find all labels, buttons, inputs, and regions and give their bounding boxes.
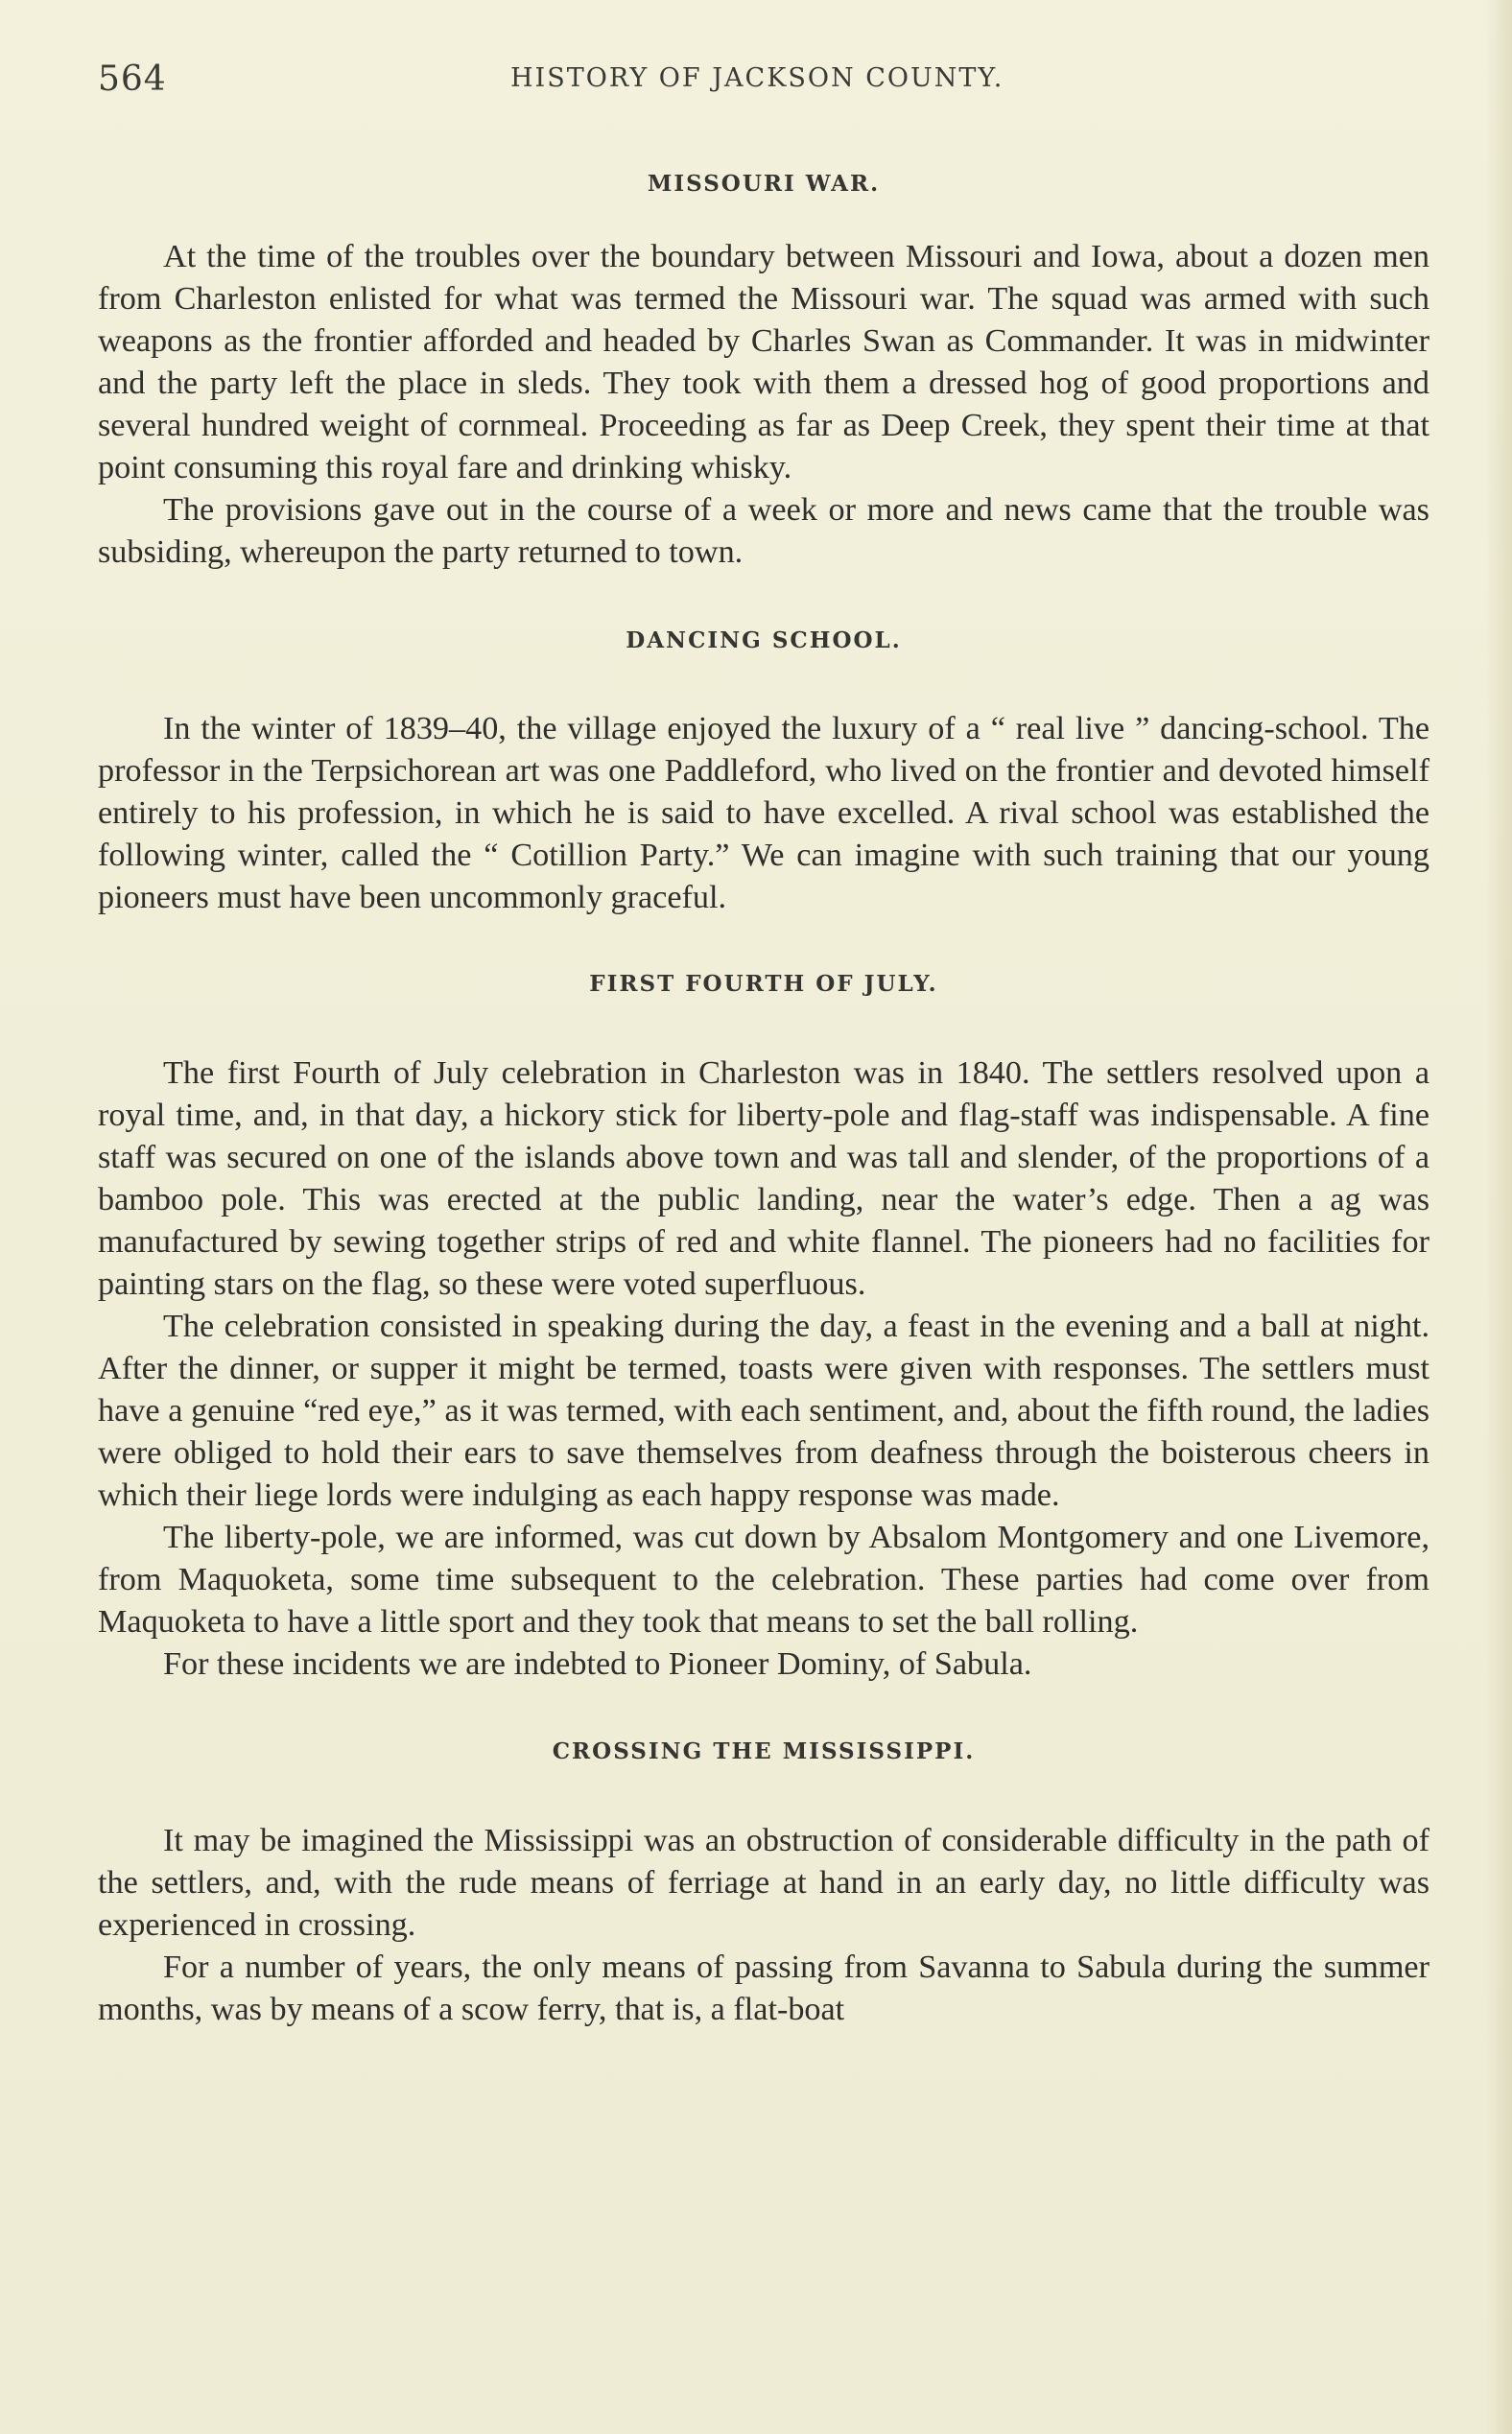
paragraph: In the winter of 1839–40, the village enjoyed the luxury of a “ real live ” dancing-school. The professor in the Terpsichorean art was one Paddleford, who lived on the frontier and devoted himself entirely to his profession, in which he is said to have excelled. A rival school was established the following winter, called the “ Cotillion Party.” We can imagine with such training that our young pioneers must have been uncommonly graceful.	[98, 711, 1429, 915]
section-title-missouri-war: MISSOURI WAR.	[647, 171, 881, 197]
paragraph: The first Fourth of July celebration in Charleston was in 1840. The settlers resolved upon a royal time, and, in that day, a hickory stick for liberty-pole and flag-staff was indispensable. A fine staff was secured on one of the islands above town and was tall and slender, of the proportions of a bamboo pole. This was erected at the public landing, near the water’s edge. Then a ag was manufactured by sewing together strips of red and white flannel. The pioneers had no facilities for painting stars on the flag, so these were voted superfluous.	[98, 1055, 1429, 1302]
paragraph: The celebration consisted in speaking during the day, a feast in the evening and a ball at night. After the dinner, or supper it might be termed, toasts were given with responses. The settlers must have a genuine “red eye,” as it was termed, with each sentiment, and, about the fifth round, the ladies were obliged to hold their ears to save themselves from deafness through the boisterous cheers in which their liege lords were indulging as each happy response was made.	[98, 1309, 1429, 1513]
page-body	[98, 165, 1429, 2031]
paragraph: It may be imagined the Mississippi was an obstruction of considerable difficulty in the path of the settlers, and, with the rude means of ferriage at hand in an early day, no little difficulty was experienced in crossing.	[98, 1823, 1429, 1943]
paragraph: The provisions gave out in the course of a week or more and news came that the trouble was subsiding, whereupon the party returned to town.	[98, 492, 1429, 570]
section-title-crossing-the-mississippi: CROSSING THE MISSISSIPPI.	[552, 1738, 976, 1764]
section-title-dancing-school: DANCING SCHOOL.	[626, 627, 902, 653]
page-number: 564	[98, 59, 167, 99]
paragraph: For a number of years, the only means of passing from Savanna to Sabula during the summer months, was by means of a scow ferry, that is, a flat-boat	[98, 1950, 1429, 2027]
paragraph: For these incidents we are indebted to Pioneer Dominy, of Sabula.	[163, 1646, 1032, 1682]
section-title-first-fourth-of-july: FIRST FOURTH OF JULY.	[589, 971, 938, 997]
running-head: HISTORY OF JACKSON COUNTY.	[510, 63, 1004, 93]
paragraph: At the time of the troubles over the boundary between Missouri and Iowa, about a dozen men from Charleston enlisted for what was termed the Missouri war. The squad was armed with such weapons as the frontier afforded and headed by Charles Swan as Commander. It was in midwinter and the party left the place in sleds. They took with them a dressed hog of good proportions and several hundred weight of cornmeal. Proceeding as far as Deep Creek, they spent their time at that point consuming this royal fare and drinking whisky.	[98, 239, 1429, 485]
paragraph: The liberty-pole, we are informed, was cut down by Absalom Montgomery and one Livemore, from Maquoketa, some time subsequent to the celebration. These parties had come over from Maquoketa to have a little sport and they took that means to set the ball rolling.	[98, 1520, 1429, 1640]
page-edge-shadow	[1485, 0, 1512, 2434]
